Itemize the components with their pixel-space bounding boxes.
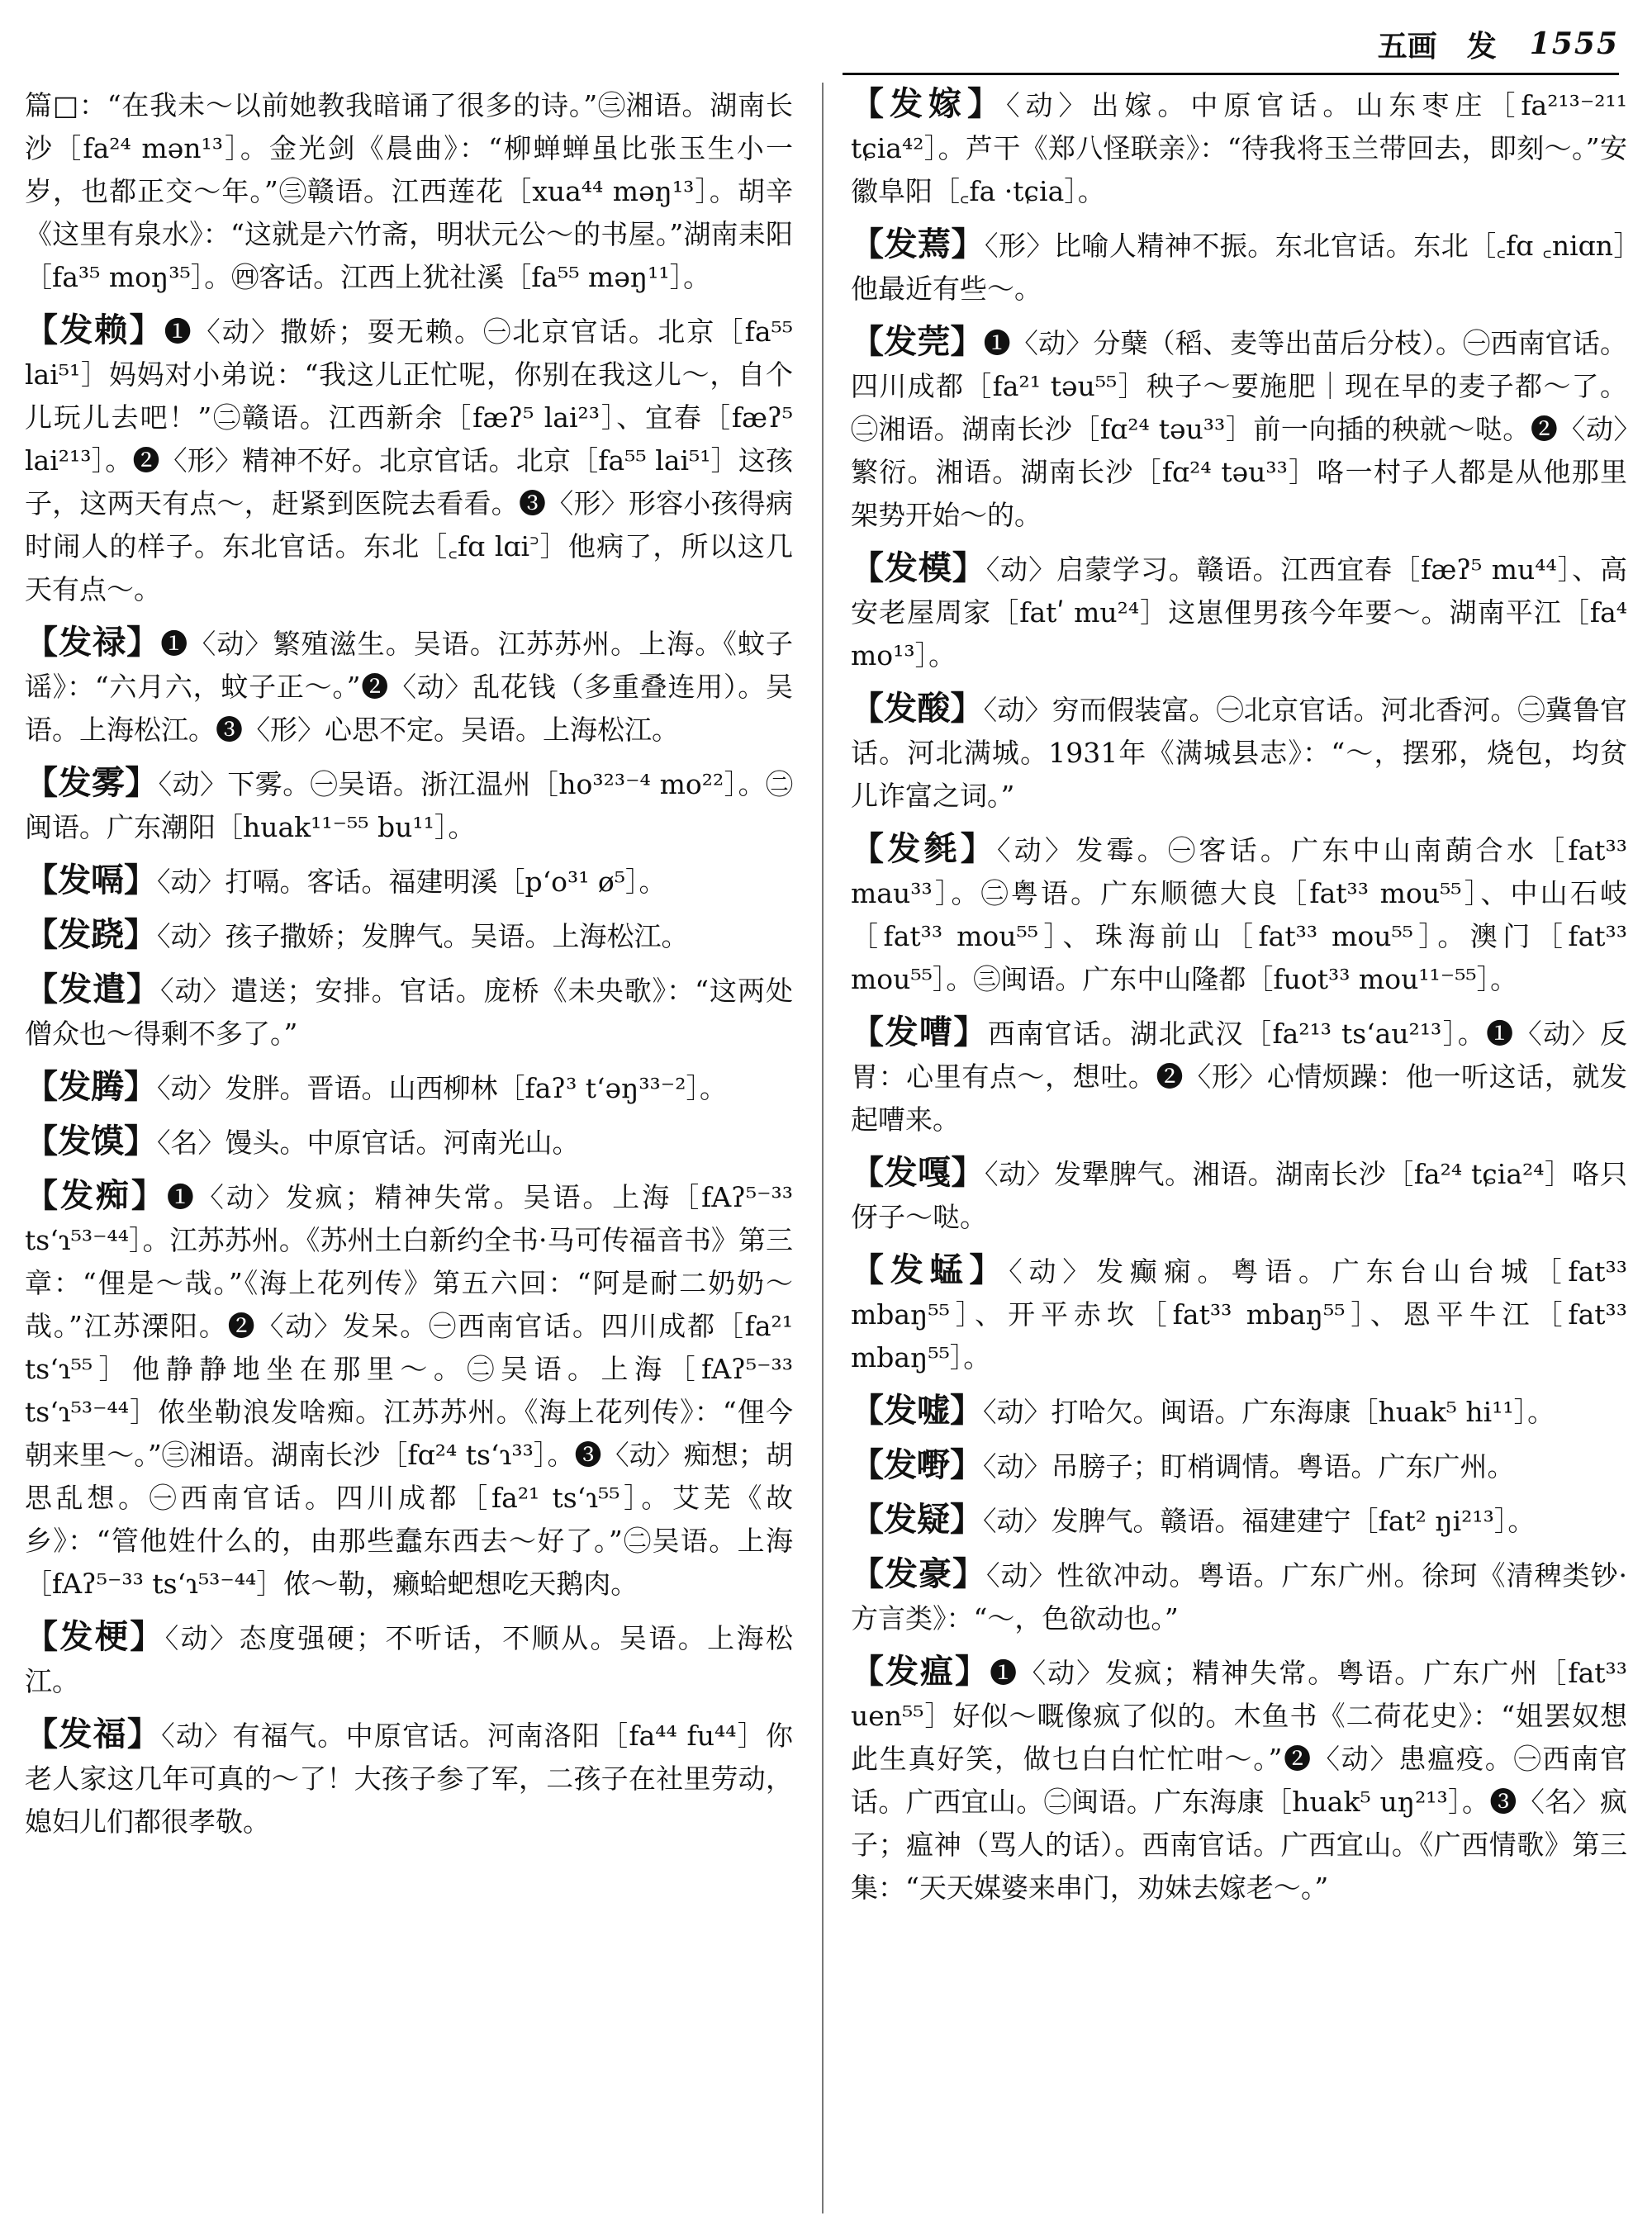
entry-headword: 【发嫁】	[851, 84, 1006, 123]
dictionary-entry	[851, 83, 1627, 213]
left-column	[25, 83, 793, 2213]
entry-headword: 【发模】	[851, 548, 986, 587]
entry-definition: 〈动〉发脾气。赣语。福建建宁［fat² ŋi²¹³］。	[983, 1505, 1536, 1537]
dictionary-entry	[851, 687, 1627, 818]
right-column	[851, 83, 1627, 2213]
entry-definition: ❶〈动〉发疯；精神失常。粤语。广东广州［fat³³ uen⁵⁵］好似～嘅像疯了似的。木鱼书《二荷花史》：“姐罢奴想此生真好笑，做乜白白忙忙咁～。”❷〈动〉患瘟疫。㊀西南官话。广西宜山。㊁闽语。广东海康［huak⁵ uŋ²¹³］。❸〈名〉疯子；瘟神（骂人的话）。西南官话。广西宜山。《广西情歌》第三集：“天天媒婆来串门，劝妹去嫁老～。”	[851, 1657, 1627, 1904]
entry-definition: 〈动〉发犟脾气。湘语。湖南长沙［fa²⁴ tɕia²⁴］咯只伢子～哒。	[851, 1158, 1627, 1233]
dictionary-entry	[25, 913, 793, 958]
dictionary-entry	[25, 968, 793, 1056]
dictionary-entry	[851, 828, 1627, 1001]
dictionary-entry	[851, 223, 1627, 311]
dictionary-entry	[25, 309, 793, 611]
dictionary-entry	[851, 1151, 1627, 1239]
entry-headword: 【发豪】	[851, 1554, 986, 1593]
dictionary-entry	[851, 1444, 1627, 1488]
dictionary-entry	[851, 1249, 1627, 1379]
entry-headword: 【发嘘】	[851, 1391, 983, 1430]
entry-headword: 【发疑】	[851, 1500, 983, 1539]
dictionary-entry	[25, 1120, 793, 1165]
entry-headword: 【发蜢】	[851, 1250, 1009, 1289]
entry-definition: ❶〈动〉发疯；精神失常。吴语。上海［fAʔ⁵⁻³³ tsʻɿ⁵³⁻⁴⁴］。江苏苏州。《苏州土白新约全书·马可传福音书》第三章：“俚是～哉。”《海上花列传》第五六回：“阿是耐二奶奶～哉。”江苏溧阳。❷〈动〉发呆。㊀西南官话。四川成都［fa²¹ tsʻɿ⁵⁵］他静静地坐在那里～。㊁吴语。上海［fAʔ⁵⁻³³ tsʻɿ⁵³⁻⁴⁴］侬坐勒浪发啥痴。江苏苏州。《海上花列传》：“俚今朝来里～。”㊂湘语。湖南长沙［fɑ²⁴ tsʻɿ³³］。❸〈动〉痴想；胡思乱想。㊀西南官话。四川成都［fa²¹ tsʻɿ⁵⁵］。艾芜《故乡》：“管他姓什么的，由那些蠢东西去～好了。”㊁吴语。上海［fAʔ⁵⁻³³ tsʻɿ⁵³⁻⁴⁴］侬～勒，癞蛤蚆想吃天鹅肉。	[25, 1181, 793, 1600]
entry-headword: 【发酸】	[851, 689, 984, 728]
entry-headword: 【发禄】	[25, 623, 161, 662]
entry-headword: 【发馍】	[25, 1122, 157, 1160]
entry-definition: 〈动〉启蒙学习。赣语。江西宜春［fæʔ⁵ mu⁴⁴］、高安老屋周家［fatʹ mu²⁴］这崽俚男孩今年要～。湖南平江［fa⁴ mo¹³］。	[851, 553, 1627, 671]
entry-definition: 〈名〉馒头。中原官话。河南光山。	[157, 1127, 580, 1159]
dictionary-entry	[25, 1065, 793, 1110]
entry-definition: 〈动〉发霉。㊀客话。广东中山南蓢合水［fat³³ mau³³］。㊁粤语。广东顺德大良［fat³³ mou⁵⁵］、中山石岐［fat³³ mou⁵⁵］、珠海前山［fat³³ mou⁵⁵］。澳门［fat³³ mou⁵⁵］。㊂闽语。广东中山隆都［fuot³³ mou¹¹⁻⁵⁵］。	[851, 834, 1627, 995]
section-title: 五画 发	[1377, 28, 1497, 64]
entry-headword: 【发梗】	[25, 1617, 165, 1656]
entry-definition: 〈动〉打嗝。客话。福建明溪［pʻo³¹ ø⁵］。	[157, 866, 667, 898]
entry-definition: 西南官话。湖北武汉［fa²¹³ tsʻau²¹³］。❶〈动〉反胃：心里有点～，想吐。❷〈形〉心情烦躁：他一听这话，就发起嘈来。	[851, 1018, 1627, 1136]
entry-definition: ❶〈动〉繁殖滋生。吴语。江苏苏州。上海。《蚊子谣》：“六月六，蚊子正～。”❷〈动〉乱花钱（多重叠连用）。吴语。上海松江。❸〈形〉心思不定。吴语。上海松江。	[25, 628, 793, 746]
entry-headword: 【发赖】	[25, 311, 164, 349]
entry-headword: 【发莞】	[851, 322, 984, 361]
entry-definition: 〈动〉态度强硬；不听话，不顺从。吴语。上海松江。	[25, 1622, 793, 1697]
entry-definition: 〈动〉性欲冲动。粤语。广东广州。徐珂《清稗类钞·方言类》：“～，色欲动也。”	[851, 1559, 1627, 1635]
dictionary-entry	[851, 1553, 1627, 1640]
entry-headword: 【发腾】	[25, 1067, 157, 1106]
entry-headword: 【发痴】	[25, 1176, 167, 1215]
entry-headword: 【发嗝】	[25, 861, 157, 899]
entry-definition: ❶〈动〉分蘖（稻、麦等出苗后分枝）。㊀西南官话。四川成都［fa²¹ təu⁵⁵］秧子～要施肥｜现在早的麦子都～了。㊁湘语。湖南长沙［fɑ²⁴ təu³³］前一向插的秧就～哒。❷〈动〉繁衍。湘语。湖南长沙［fɑ²⁴ təu³³］咯一村子人都是从他那里架势开始～的。	[851, 327, 1627, 531]
entry-headword: 【发毵】	[851, 829, 998, 868]
page-header	[843, 15, 1619, 75]
entry-definition: 〈动〉有福气。中原官话。河南洛阳［fa⁴⁴ fu⁴⁴］你老人家这几年可真的～了！大孩子参了军，二孩子在社里劳动，媳妇儿们都很孝敬。	[25, 1720, 793, 1838]
entry-definition: 〈动〉孩子撒娇；发脾气。吴语。上海松江。	[157, 920, 689, 952]
entry-definition: 〈动〉穷而假装富。㊀北京官话。河北香河。㊁冀鲁官话。河北满城。1931年《满城县志》：“～，摆邪，烧包，均贫儿诈富之词。”	[851, 694, 1627, 812]
entry-definition: 〈动〉吊膀子；盯梢调情。粤语。广东广州。	[983, 1450, 1515, 1483]
entry-headword: 【发瘟】	[851, 1652, 990, 1691]
column-divider	[822, 83, 824, 2213]
dictionary-entry	[25, 859, 793, 904]
dictionary-entry	[851, 1011, 1627, 1141]
entry-headword: 【发雾】	[25, 763, 159, 802]
dictionary-entry	[851, 1650, 1627, 1910]
entry-headword: 【发福】	[25, 1715, 162, 1753]
entry-definition: 〈动〉出嫁。中原官话。山东枣庄［fa²¹³⁻²¹¹ tɕia⁴²］。芦干《郑八怪联亲》：“待我将玉兰带回去，即刻～。”安徽阜阳［꜀fa ·tɕia］。	[851, 89, 1627, 207]
entry-definition: 〈动〉遣送；安排。官话。庞桥《未央歌》：“这两处僧众也～得剩不多了。”	[25, 975, 793, 1050]
entry-definition: 〈动〉下雾。㊀吴语。浙江温州［ho³²³⁻⁴ mo²²］。㊁闽语。广东潮阳［huak¹¹⁻⁵⁵ bu¹¹］。	[25, 768, 793, 843]
dictionary-entry	[851, 320, 1627, 537]
dictionary-entry	[25, 1616, 793, 1703]
dictionary-entry	[25, 1174, 793, 1606]
dictionary-entry	[25, 621, 793, 752]
entry-headword: 【发蔫】	[851, 225, 985, 263]
dictionary-entry	[851, 1498, 1627, 1543]
entry-headword: 【发遣】	[25, 970, 161, 1008]
page-number: 1555	[1529, 26, 1619, 61]
entry-definition: 篇□：“在我未～以前她教我暗诵了很多的诗。”㊂湘语。湖南长沙［fa²⁴ mən¹³］。金光剑《晨曲》：“柳蝉蝉虽比张玉生小一岁，也都正交～年。”㊂赣语。江西莲花［xua⁴⁴ məŋ¹³］。胡辛《这里有泉水》：“这就是六竹斋，明状元公～的书屋。”湖南耒阳［fa³⁵ moŋ³⁵］。㊃客话。江西上犹社溪［fa⁵⁵ məŋ¹¹］。	[25, 89, 793, 293]
entry-headword: 【发跷】	[25, 915, 157, 954]
entry-headword: 【发嘎】	[851, 1153, 985, 1192]
dictionary-entry	[25, 83, 793, 299]
dictionary-entry	[851, 1389, 1627, 1434]
entry-definition: 〈形〉比喻人精神不振。东北官话。东北［꜀fɑ ꜀niɑn］他最近有些～。	[851, 230, 1627, 305]
entry-definition: 〈动〉发癫痫。粤语。广东台山台城［fat³³ mbaŋ⁵⁵］、开平赤坎［fat³³ mbaŋ⁵⁵］、恩平牛江［fat³³ mbaŋ⁵⁵］。	[851, 1255, 1627, 1374]
entry-headword: 【发嘢】	[851, 1445, 983, 1484]
dictionary-entry	[851, 547, 1627, 677]
entry-headword: 【发嘈】	[851, 1013, 988, 1051]
entry-definition: 〈动〉打哈欠。闽语。广东海康［huak⁵ hi¹¹］。	[983, 1396, 1555, 1428]
entry-definition: 〈动〉发胖。晋语。山西柳林［faʔ³ tʻəŋ³³⁻²］。	[157, 1072, 727, 1104]
dictionary-entry	[25, 762, 793, 849]
dictionary-entry	[25, 1713, 793, 1843]
entry-definition: ❶〈动〉撒娇；耍无赖。㊀北京官话。北京［fa⁵⁵ lai⁵¹］妈妈对小弟说：“我这儿正忙呢，你别在我这儿～，自个儿玩儿去吧！”㊁赣语。江西新余［fæʔ⁵ lai²³］、宜春［fæʔ⁵ lai²¹³］。❷〈形〉精神不好。北京官话。北京［fa⁵⁵ lai⁵¹］这孩子，这两天有点～，赶紧到医院去看看。❸〈形〉形容小孩得病时闹人的样子。东北官话。东北［꜀fɑ lɑi꜄］他病了，所以这几天有点～。	[25, 316, 793, 605]
